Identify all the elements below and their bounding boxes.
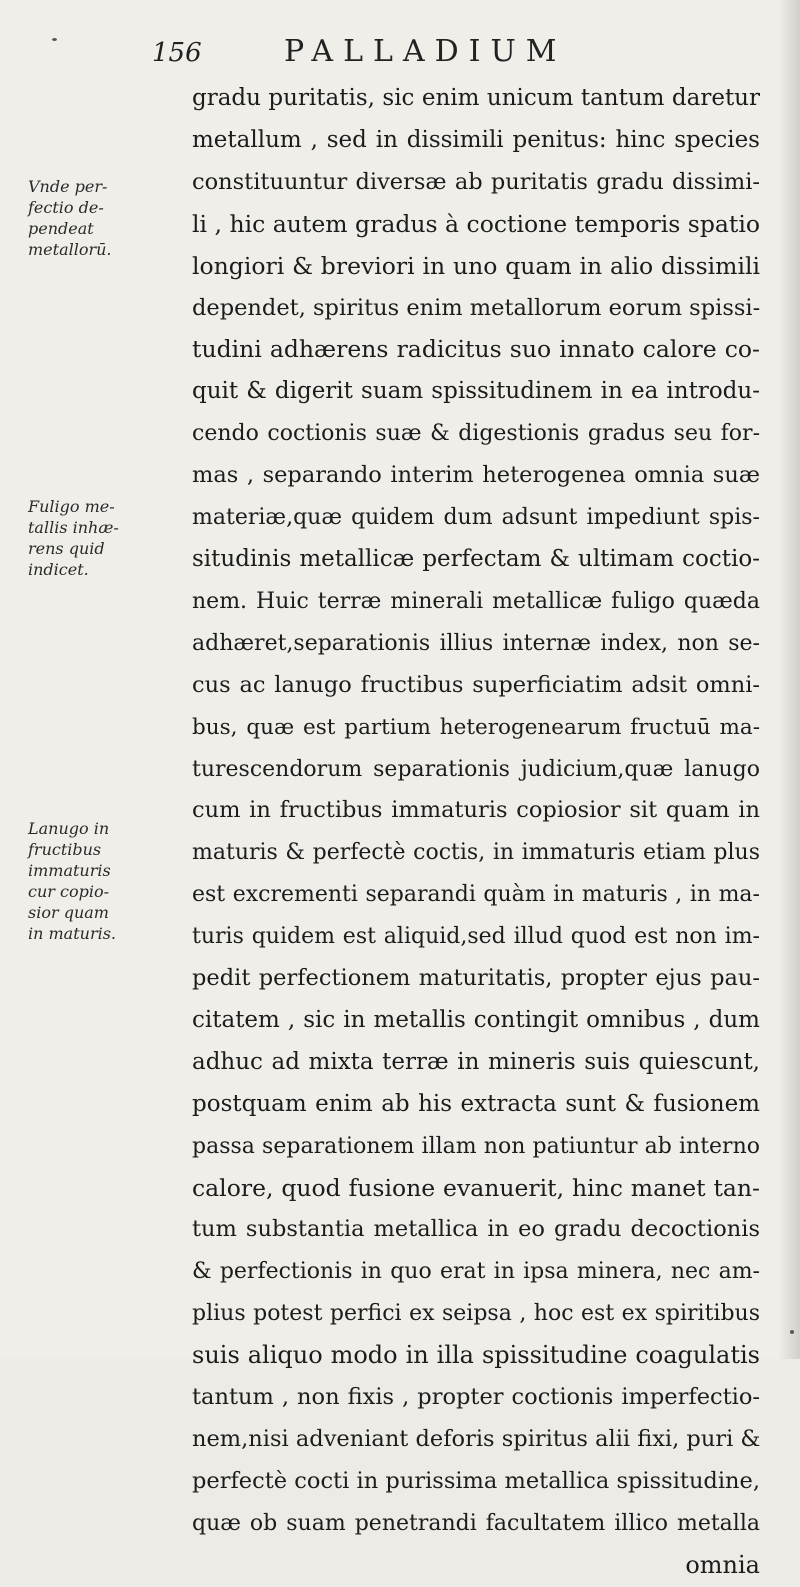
body-line: li , hic autem gradus à coctione temporis spatio <box>192 209 760 238</box>
page-header <box>152 34 752 78</box>
body-line: adhuc ad mixta terræ in mineris suis quiescunt, <box>192 1048 760 1075</box>
body-line: calore, quod fusione evanuerit, hinc manet tan- <box>192 1173 760 1202</box>
margin-note-line: Fuligo me- <box>28 497 115 516</box>
body-line: tantum , non fixis , propter coctionis imperfectio- <box>192 1384 760 1411</box>
body-line: cendo coctionis suæ & digestionis gradus seu for- <box>192 421 760 447</box>
paper-speck <box>790 1330 794 1334</box>
body-line: postquam enim ab his extracta sunt & fusionem <box>192 1090 760 1117</box>
margin-note-lanugo <box>28 818 178 944</box>
body-line: est excrementi separandi quàm in maturis , in ma- <box>192 882 760 908</box>
body-line: materiæ,quæ quidem dum adsunt impediunt spis- <box>192 505 760 531</box>
body-line: perfectè cocti in purissima metallica spissitudine, <box>192 1467 760 1494</box>
body-line: nem,nisi adveniant deforis spiritus alii fixi, puri & <box>192 1426 761 1452</box>
body-line: passa separationem illam non patiuntur ab interno <box>192 1133 760 1159</box>
margin-note-line: immaturis <box>28 861 111 880</box>
body-line: adhæret,separationis illius internæ index, non se- <box>192 630 760 656</box>
margin-note-line: cur copio- <box>28 882 109 901</box>
body-line: quæ ob suam penetrandi facultatem illico metalla <box>192 1510 760 1536</box>
body-line: quit & digerit suam spissitudinem in ea introdu- <box>192 378 760 405</box>
page-number: 156 <box>152 38 202 68</box>
margin-note-line: indicet. <box>28 560 89 579</box>
body-line: bus, quæ est partium heterogenearum fructuū ma- <box>192 714 760 740</box>
margin-note-line: Vnde per- <box>28 177 108 196</box>
body-line: dependet, spiritus enim metallorum eorum spissi- <box>192 294 761 321</box>
body-line: omnia <box>685 1550 760 1579</box>
margin-note-line: tallis inhæ- <box>28 518 119 537</box>
margin-note-line: fectio de- <box>28 198 104 217</box>
margin-note-line: in maturis. <box>28 924 117 943</box>
margin-note-perfection <box>28 176 178 260</box>
body-line: metallum , sed in dissimili penitus: hinc species <box>192 126 760 153</box>
body-line: situdinis metallicæ perfectam & ultimam coctio- <box>192 545 760 572</box>
margin-note-line: pendeat <box>28 219 94 238</box>
body-line: suis aliquo modo in illa spissitudine coagulatis <box>192 1341 760 1370</box>
body-line: & perfectionis in quo erat in ipsa minera, nec am- <box>192 1259 760 1285</box>
margin-note-line: metallorū. <box>28 240 112 259</box>
body-line: constituuntur diversæ ab puritatis gradu dissimi- <box>192 168 760 195</box>
paper-speck <box>52 38 57 41</box>
body-line: tum substantia metallica in eo gradu decoctionis <box>192 1216 760 1243</box>
body-line: maturis & perfectè coctis, in immaturis etiam plus <box>192 840 760 866</box>
body-line: citatem , sic in metallis contingit omnibus , dum <box>192 1006 760 1033</box>
body-line: cum in fructibus immaturis copiosior sit quam in <box>192 797 760 824</box>
margin-note-line: rens quid <box>28 539 105 558</box>
body-line: gradu puritatis, sic enim unicum tantum daretur <box>192 85 760 111</box>
body-line: pedit perfectionem maturitatis, propter ejus pau- <box>192 965 760 992</box>
body-line: longiori & breviori in uno quam in alio dissimili <box>192 251 760 280</box>
body-text <box>192 78 760 1587</box>
body-line: nem. Huic terræ minerali metallicæ fuligo quæda <box>192 588 760 614</box>
body-line: tudini adhærens radicitus suo innato calore co- <box>192 335 760 364</box>
margin-note-fuligo <box>28 496 178 580</box>
scan-shadow <box>778 0 800 1359</box>
margin-note-line: Lanugo in <box>28 819 110 838</box>
body-line: plius potest perfici ex seipsa , hoc est ex spiritibus <box>192 1301 760 1327</box>
body-line: cus ac lanugo fructibus superficiatim adsit omni- <box>192 671 760 698</box>
running-title: PALLADIUM <box>284 34 567 69</box>
margin-note-line: sior quam <box>28 903 109 922</box>
body-line: turescendorum separationis judicium,quæ lanugo <box>192 756 760 782</box>
body-line: turis quidem est aliquid,sed illud quod est non im- <box>192 924 760 950</box>
body-line: mas , separando interim heterogenea omnia suæ <box>192 462 760 489</box>
margin-note-line: fructibus <box>28 840 102 859</box>
